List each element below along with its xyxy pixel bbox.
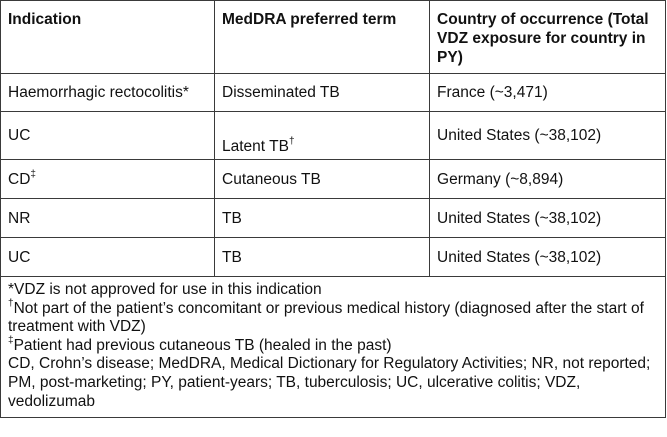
footnote-mark: ‡ bbox=[8, 334, 14, 346]
footnotes-cell bbox=[1, 277, 666, 418]
footnote-text: VDZ is not approved for use in this indication bbox=[14, 281, 322, 298]
table-row bbox=[1, 238, 666, 277]
cell-indication: UC bbox=[1, 238, 215, 277]
cell-term: Cutaneous TB bbox=[215, 160, 430, 199]
table-row bbox=[1, 74, 666, 112]
table-row bbox=[1, 199, 666, 238]
cell-indication bbox=[1, 74, 215, 112]
footnote-mark: * bbox=[182, 84, 189, 101]
cell-term bbox=[215, 112, 430, 160]
abbreviations: CD, Crohn’s disease; MedDRA, Medical Dictionary for Regulatory Activities; NR, not reported; PM, post-marketing; PY, patient-years; TB, tuberculosis; UC, ulcerative colitis; VDZ, vedolizumab bbox=[8, 355, 651, 410]
header-meddra-term: MedDRA preferred term bbox=[215, 1, 430, 74]
indication-text: CD bbox=[8, 170, 31, 188]
cell-country: United States (~38,102) bbox=[430, 199, 666, 238]
footnote-row bbox=[1, 277, 666, 418]
cell-country: Germany (~8,894) bbox=[430, 160, 666, 199]
cell-indication: UC bbox=[1, 112, 215, 160]
cell-country: United States (~38,102) bbox=[430, 238, 666, 277]
footnote-mark: † bbox=[288, 136, 295, 147]
footnote-3 bbox=[8, 334, 658, 356]
footnote-text: Patient had previous cutaneous TB (healed in the past) bbox=[13, 336, 392, 354]
cell-country: France (~3,471) bbox=[430, 74, 666, 112]
header-indication: Indication bbox=[1, 1, 215, 74]
cell-term: TB bbox=[215, 238, 430, 277]
term-text: Latent TB bbox=[222, 138, 289, 155]
cell-indication: NR bbox=[1, 199, 215, 238]
indication-text: Haemorrhagic rectocolitis bbox=[8, 84, 183, 101]
footnote-2 bbox=[8, 297, 658, 337]
footnote-mark: † bbox=[8, 297, 14, 309]
footnote-text: Not part of the patient’s concomitant or previous medical history (diagnosed after the start of treatment with VDZ) bbox=[8, 299, 644, 336]
cell-country: United States (~38,102) bbox=[430, 112, 666, 160]
table-row bbox=[1, 112, 666, 160]
header-country: Country of occurrence (Total VDZ exposure for country in PY) bbox=[430, 1, 666, 74]
footnote-mark: ‡ bbox=[30, 168, 36, 180]
header-row bbox=[1, 1, 666, 74]
cell-term: Disseminated TB bbox=[215, 74, 430, 112]
footnote-mark: * bbox=[8, 281, 15, 298]
cell-term: TB bbox=[215, 199, 430, 238]
footnote-1 bbox=[8, 281, 658, 300]
table-row bbox=[1, 160, 666, 199]
cell-indication bbox=[1, 160, 215, 199]
